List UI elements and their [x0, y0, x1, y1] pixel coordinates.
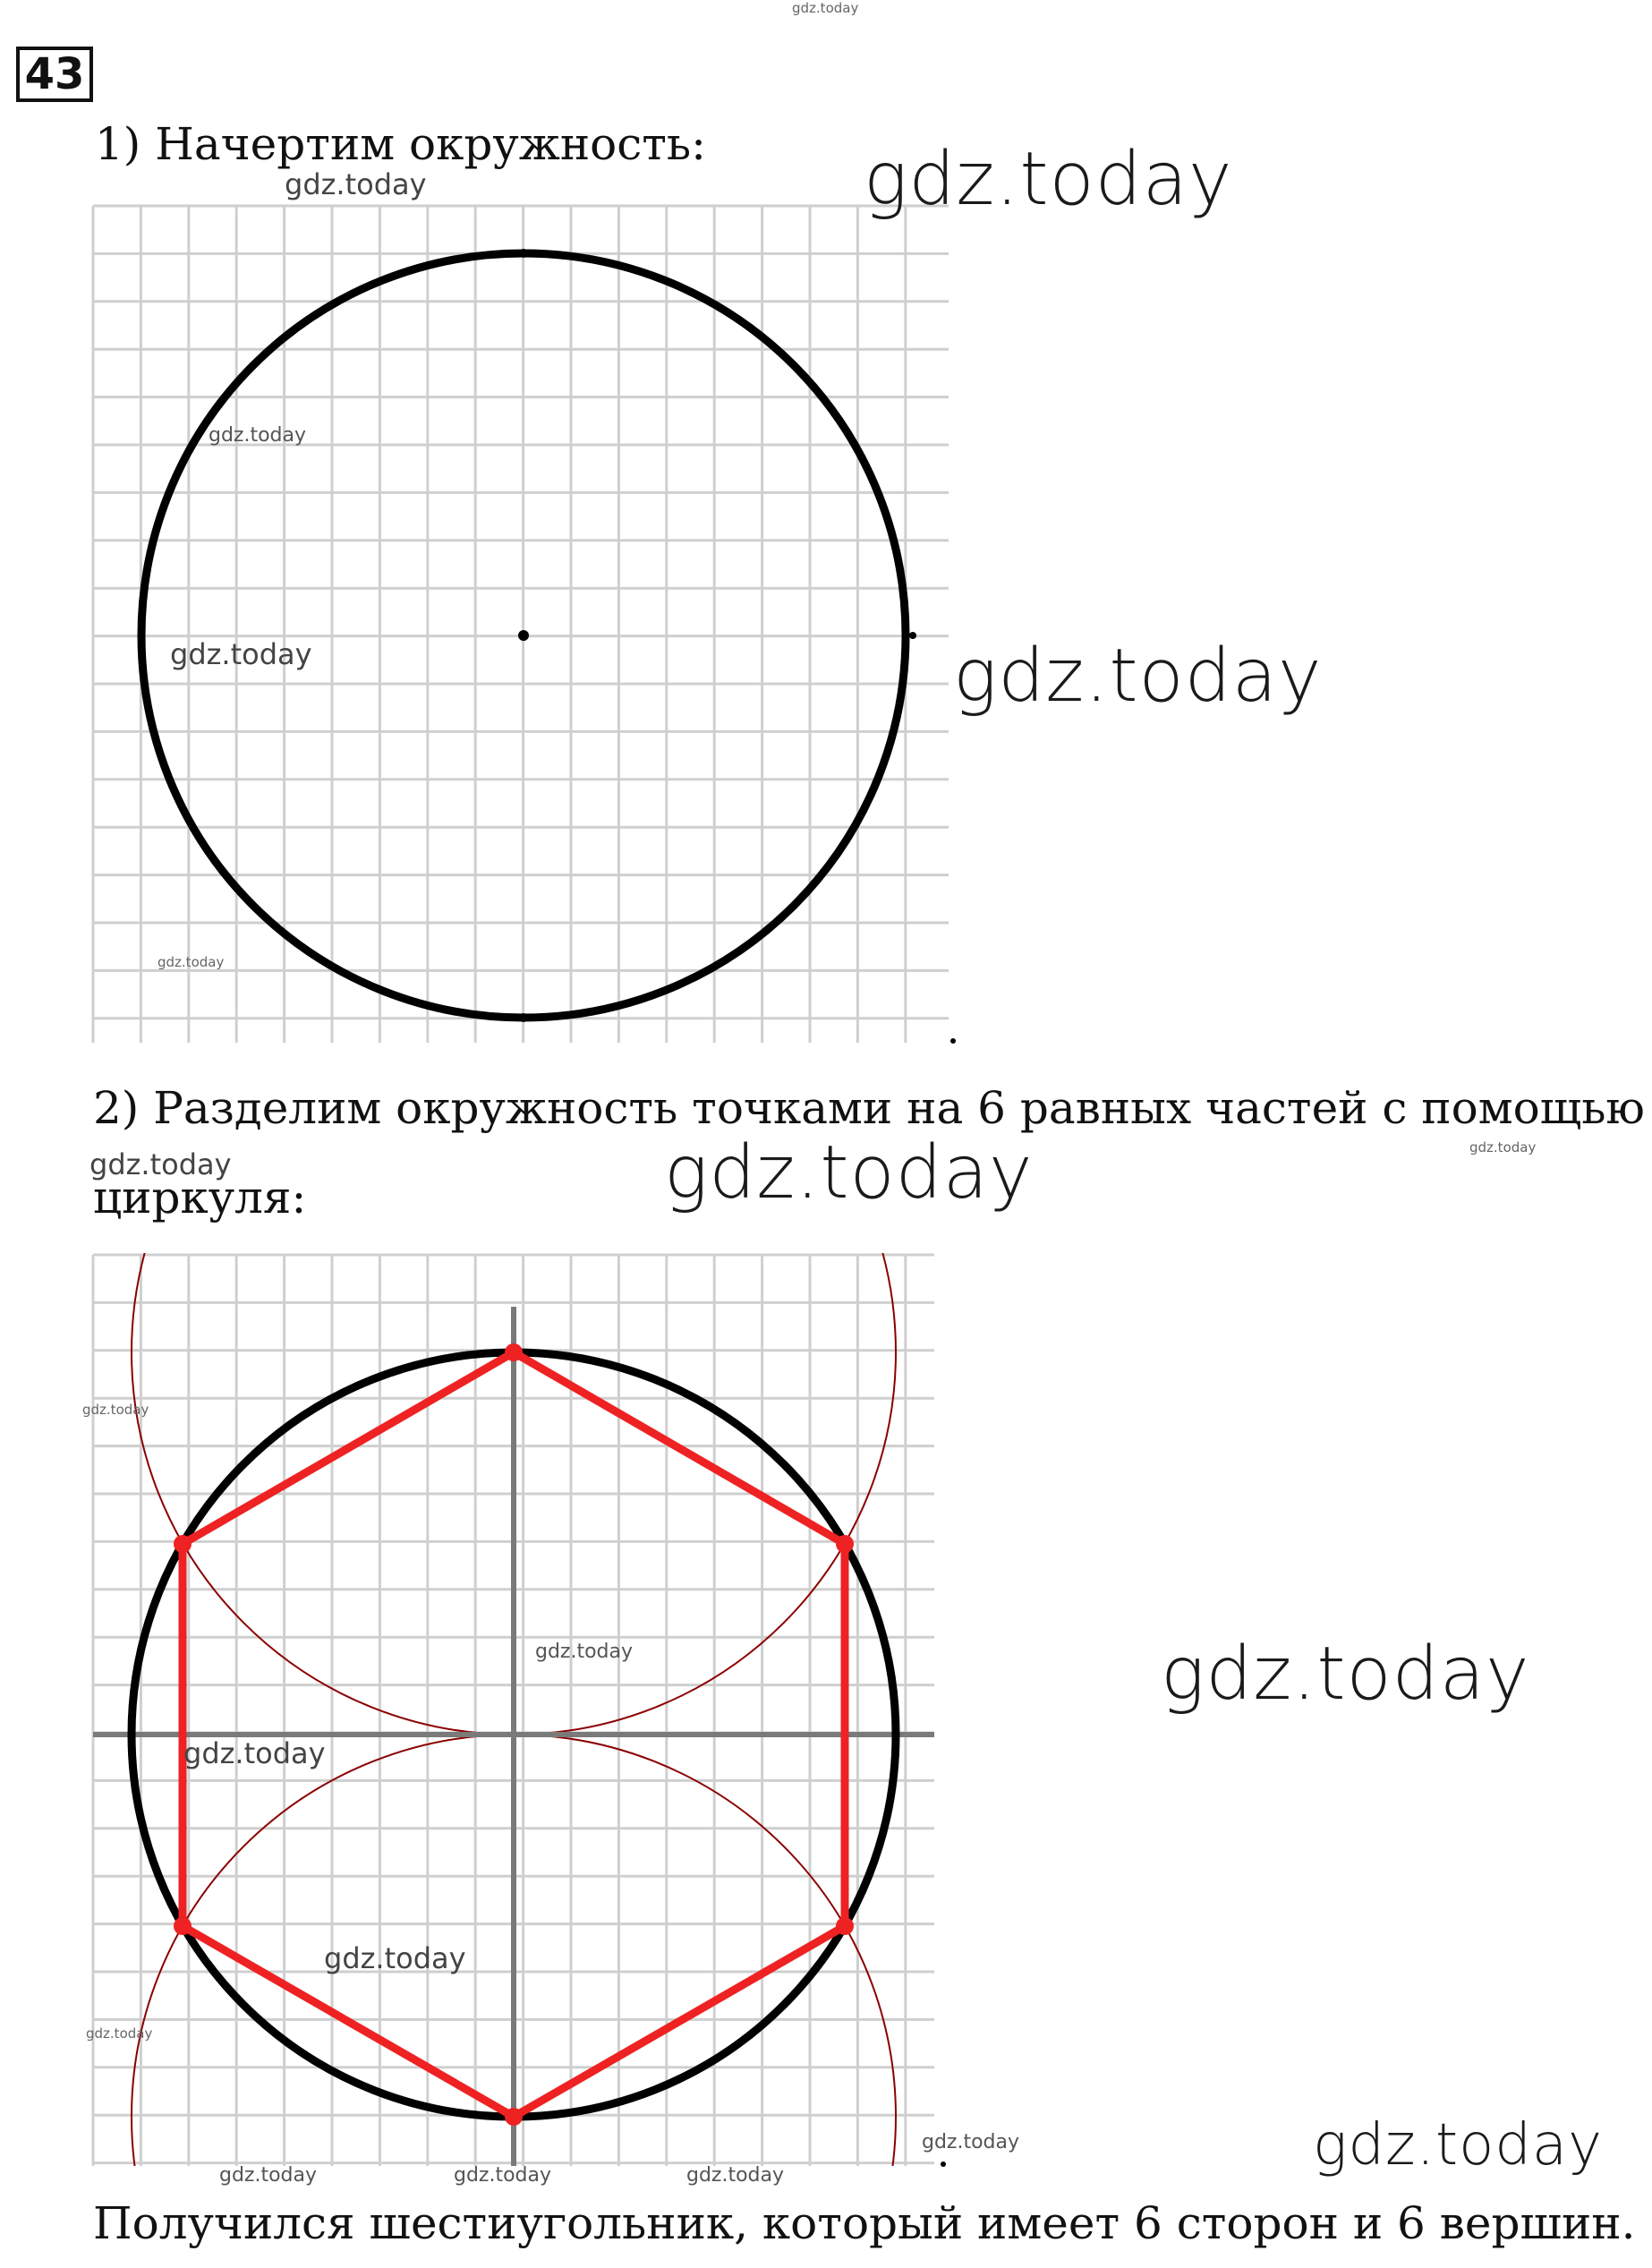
vertex-top	[505, 1343, 523, 1361]
watermark: gdz.today	[1469, 1139, 1537, 1155]
watermark: gdz.today	[664, 1130, 1034, 1215]
watermark: gdz.today	[535, 1641, 634, 1663]
watermark: gdz.today	[86, 2025, 153, 2042]
step-2-heading-line-2: циркуля:	[93, 1172, 307, 1224]
circle-right-point	[909, 632, 916, 639]
stray-dot	[950, 1038, 956, 1044]
watermark: gdz.today	[454, 2164, 552, 2187]
vertex-top-right	[836, 1535, 854, 1553]
vertex-top-left	[174, 1535, 192, 1553]
step-2-heading-line-1: 2) Разделим окружность точками на 6 равных частей с помощью	[93, 1082, 1645, 1134]
watermark: gdz.today	[792, 0, 859, 16]
watermark: gdz.today	[1313, 2112, 1603, 2178]
watermark: gdz.today	[922, 2131, 1020, 2153]
watermark: gdz.today	[158, 954, 225, 970]
vertex-bottom-left	[174, 1917, 192, 1935]
vertex-bottom-right	[836, 1917, 854, 1935]
watermark: gdz.today	[285, 167, 427, 201]
circle-center-point	[518, 630, 529, 641]
stray-dot-2	[941, 2161, 946, 2167]
circle-bottom-point	[519, 1013, 528, 1022]
watermark: gdz.today	[324, 1941, 466, 1975]
vertex-bottom	[505, 2108, 523, 2126]
watermark: gdz.today	[1161, 1632, 1530, 1717]
step-1-heading: 1) Начертим окружность:	[95, 118, 706, 170]
watermark: gdz.today	[82, 1402, 149, 1418]
watermark: gdz.today	[209, 424, 307, 447]
watermark: gdz.today	[89, 1147, 232, 1181]
exercise-number: 43	[16, 47, 93, 102]
watermark: gdz.today	[219, 2164, 318, 2187]
circle-top-point	[519, 249, 528, 258]
watermark: gdz.today	[953, 634, 1323, 719]
watermark: gdz.today	[170, 637, 312, 671]
grid-figure-1	[93, 206, 949, 1043]
conclusion-text: Получился шестиугольник, который имеет 6 сторон и 6 вершин.	[93, 2197, 1636, 2249]
watermark: gdz.today	[686, 2164, 785, 2187]
watermark: gdz.today	[864, 137, 1233, 222]
watermark: gdz.today	[183, 1736, 326, 1770]
